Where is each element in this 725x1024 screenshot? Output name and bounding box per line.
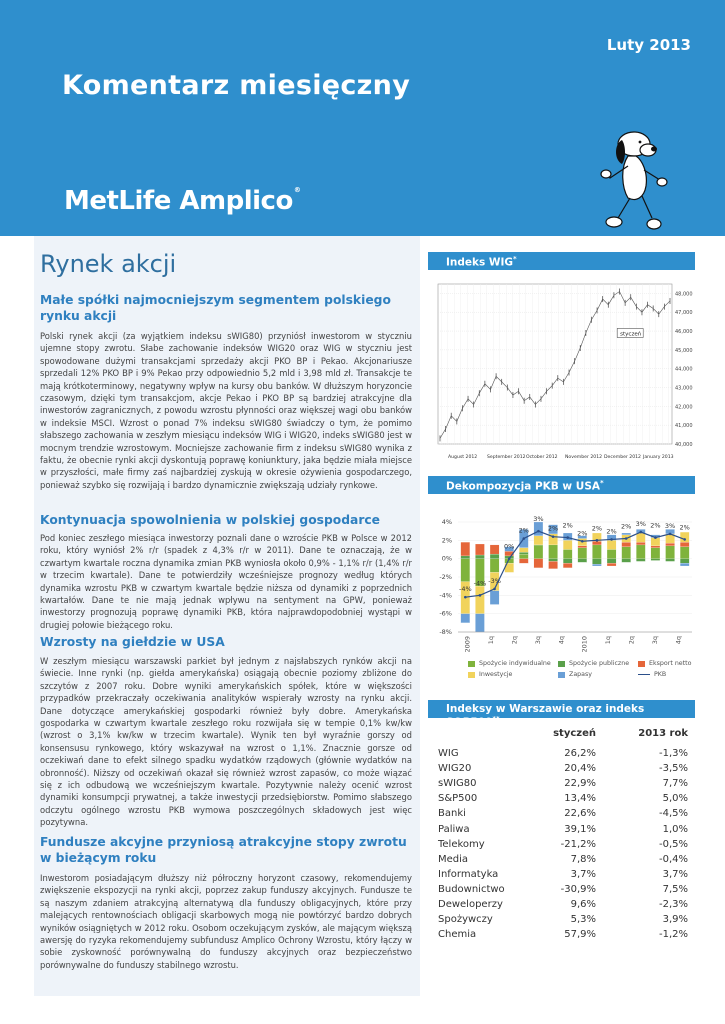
wig-ytick-label: 41,000 (675, 423, 693, 430)
table-col-ytd: 2013 rok (638, 728, 688, 739)
dek-pkb-point (669, 533, 672, 536)
dek-bar-segment (461, 614, 470, 623)
dek-data-label: 2% (621, 522, 632, 531)
table-cell-name: sWIG80 (438, 778, 477, 790)
dek-pkb-point (610, 538, 613, 541)
dek-pkb-point (493, 588, 496, 591)
dek-data-label: -4% (473, 579, 487, 588)
header-banner (0, 0, 725, 236)
dek-xtick-label: 1q (487, 636, 496, 645)
page-title: Komentarz miesięczny (62, 70, 411, 101)
wig-ytick-label: 42,000 (675, 404, 693, 411)
dek-bar-segment (549, 559, 558, 562)
dek-legend-label: Spożycie indywidualne (479, 660, 551, 667)
dek-data-label: 2% (591, 524, 603, 533)
dek-xtick-label: 2q (510, 636, 519, 645)
right-column (428, 236, 695, 996)
dek-xtick-label: 2010 (580, 636, 589, 653)
table-row (438, 914, 688, 929)
table-cell-name: WIG (438, 748, 459, 759)
table-cell-jan: -30,9% (560, 883, 596, 895)
wig-annotation: styczeń (620, 331, 642, 338)
company-logo (64, 186, 300, 216)
dek-legend-item (468, 660, 551, 667)
dek-bar-segment (578, 546, 587, 548)
table-cell-name: Banki (438, 808, 466, 820)
article-heading-3: Wzrosty na giełdzie w USA (40, 635, 225, 649)
dek-bar-segment (592, 564, 601, 566)
dek-pkb-point (640, 531, 643, 534)
table-cell-name: Chemia (438, 929, 477, 941)
dek-bar-segment (475, 586, 484, 614)
dek-bar-segment (651, 546, 660, 548)
dek-data-label: 2% (547, 524, 559, 533)
dek-bar-segment (636, 542, 645, 545)
dek-bar-segment (534, 545, 543, 559)
table-cell-ytd: -1,3% (658, 748, 688, 759)
dek-bar-segment (490, 591, 499, 605)
dek-legend-label: Spożycie publiczne (569, 660, 630, 667)
dek-legend-swatch (638, 674, 650, 675)
dek-panel-header (428, 476, 695, 494)
dek-pkb-point (566, 536, 569, 539)
dek-xtick-label: 1q (604, 636, 613, 645)
snoopy-illustration (588, 128, 668, 236)
dek-bar-segment (549, 561, 558, 568)
table-cell-ytd: 7,7% (662, 778, 688, 790)
dek-data-label: 3% (664, 521, 676, 530)
table-row (438, 778, 688, 793)
dek-data-label: 2% (562, 521, 573, 530)
dek-pkb-point (596, 539, 599, 542)
article-heading-1: Małe spółki najmocniejszym segmentem polskiego rynku akcji (40, 293, 391, 323)
table-cell-ytd: 5,0% (662, 793, 688, 805)
dek-legend-item (558, 671, 592, 678)
table-cell-name: Informatyka (438, 868, 499, 880)
dek-xtick-label: 4q (674, 636, 683, 645)
dek-bar-segment (490, 545, 499, 554)
table-row (438, 929, 688, 944)
dek-bar-segment (622, 547, 631, 559)
table-cell-ytd: -0,4% (658, 853, 688, 865)
dek-data-label: 3% (635, 520, 646, 529)
dek-bar-segment (549, 545, 558, 559)
table-panel-header (428, 700, 695, 729)
dek-bar-segment (563, 540, 572, 549)
dek-legend-label: Eksport netto (649, 660, 692, 667)
dek-bar-segment (519, 559, 528, 564)
dek-bar-segment (680, 547, 689, 559)
dek-bar-segment (592, 541, 601, 545)
table-cell-name: WIG20 (438, 763, 472, 775)
table-cell-jan: 5,3% (570, 914, 596, 926)
dek-ytick-label: 0% (441, 554, 452, 563)
dek-legend-swatch (558, 672, 565, 678)
dek-bar-segment (563, 563, 572, 568)
dek-bar-segment (534, 536, 543, 545)
dek-panel-mark: * (600, 479, 604, 487)
table-row (438, 748, 688, 763)
wig-ytick-label: 47,000 (675, 310, 693, 317)
dek-bar-segment (680, 542, 689, 547)
table-cell-jan: 9,6% (570, 899, 596, 910)
table-row (438, 808, 688, 823)
dek-pkb-point (552, 535, 555, 538)
article-heading-2: Kontynuacja spowolnienia w polskiej gospodarce (40, 513, 381, 527)
dek-bar-segment (578, 548, 587, 559)
dek-legend-swatch (468, 672, 475, 678)
issue-date: Luty 2013 (606, 36, 691, 54)
table-cell-jan: 7,8% (570, 853, 596, 865)
section-title: Rynek akcji (40, 250, 177, 278)
wig-month-label: September 2012 (487, 455, 526, 460)
table-row (438, 763, 688, 778)
table-cell-ytd: 7,5% (662, 883, 688, 895)
dek-bar-segment (680, 563, 689, 566)
dek-pkb-point (683, 538, 686, 541)
dek-xtick-label: 3q (533, 636, 542, 645)
dek-bar-segment (461, 559, 470, 582)
table-col-jan: styczeń (553, 728, 596, 739)
table-cell-jan: 22,9% (564, 778, 596, 790)
article-heading-4: Fundusze akcyjne przyniosą atrakcyjne stopy zwrotu w bieżącym roku (40, 835, 407, 865)
dek-bar-segment (622, 542, 631, 547)
dek-bar-segment (475, 555, 484, 559)
table-panel-title: Indeksy w Warszawie oraz indeks S&P500 (446, 703, 645, 729)
table-cell-ytd: 3,7% (662, 868, 688, 880)
dek-legend-swatch (638, 661, 645, 667)
dek-bar-segment (534, 559, 543, 568)
dek-bar-segment (666, 559, 675, 562)
dek-ytick-label: -6% (439, 609, 452, 618)
dek-legend-item (638, 660, 691, 667)
dek-pkb-point (508, 557, 511, 560)
dek-panel-title: Dekompozycja PKB w USA (446, 480, 601, 493)
dek-data-label: -3% (488, 576, 501, 585)
dek-pkb-point (654, 536, 657, 539)
dek-legend-swatch (558, 661, 565, 667)
dek-bar-segment (519, 554, 528, 559)
dek-pkb-point (523, 537, 526, 540)
dek-data-label: 2% (606, 527, 617, 536)
wig-ytick-label: 40,000 (675, 442, 693, 448)
wig-month-label: October 2012 (526, 455, 558, 460)
dek-bar-segment (607, 540, 616, 549)
dek-pkb-point (464, 596, 467, 599)
dek-legend-swatch (468, 661, 475, 667)
dek-bar-segment (592, 559, 601, 565)
table-row (438, 869, 688, 884)
dek-ytick-label: -4% (439, 591, 452, 600)
dek-bar-segment (490, 559, 499, 573)
table-panel-mark: ** (492, 715, 500, 723)
dek-bar-segment (636, 533, 645, 542)
wig-ytick-label: 45,000 (675, 347, 693, 354)
table-cell-jan: -21,2% (560, 838, 596, 850)
wig-panel-mark: * (513, 255, 517, 263)
dek-pkb-point (581, 540, 584, 543)
table-cell-jan: 26,2% (564, 748, 596, 759)
article-body-4: Inwestorom posiadającym dłuższy niż półroczny horyzont czasowy, rekomendujemy zwiększenie ekspozycji na rynki akcji, poprzez zakup funduszy akcyjnych. Fundusze te są naszym zdaniem atrakcyjną alternatywą dla funduszy obligacyjnych, które przy malejących rentownościach obligacji skarbowych mogą nie powtórzyć bardzo dobrych wyników osiągniętych w 2012 roku. Osobom oczekującym zysków, ale mającym większą awersję do ryzyka rekomendujemy subfundusz Amplico Ochrony Wzrostu, który łączy w sobie zyskowność porównywalną do funduszy akcyjnych oraz bezpieczeństwo porównywalne do funduszy stabilnego wzrostu. (40, 873, 412, 970)
dek-bar-segment (578, 559, 587, 563)
table-row (438, 899, 688, 914)
wig-plot-area (438, 284, 672, 444)
table-cell-jan: 57,9% (564, 929, 596, 941)
dek-legend-item (558, 660, 629, 667)
table-row (438, 793, 688, 808)
dek-data-label: 2% (679, 523, 690, 532)
dek-bar-segment (666, 546, 675, 559)
dek-bar-segment (519, 552, 528, 554)
table-cell-jan: 39,1% (564, 823, 596, 835)
table-row (438, 854, 688, 869)
table-cell-jan: 3,7% (570, 868, 596, 880)
table-cell-name: S&P500 (438, 793, 478, 805)
article-body-1: Polski rynek akcji (za wyjątkiem indeksu sWIG80) przyniósł inwestorom w styczniu ujemne stopy zwrotu. Słabe zachowanie indeksów WIG20 oraz WIG w styczniu jest spowodowane dużymi transakcjami sprzedaży akcji PKO BP i Pekao. Akcjonariusze sprzedali 12% PKO BP i 9% Pekao przy odpowiednio 5,2 mld i 3,98 mld zł. Transakcje te mają krótkoterminowy, negatywny wpływ na kursy obu banków. W dłuższym horyzoncie czasowym, dzięki tym transakcjom, akcje Pekao i PKO BP są bardziej atrakcyjne dla inwestorów zagranicznych, z powodu wzrostu płynności oraz większej wagi obu banków w indeksie MSCI. Wzrost o ponad 7% indeksu sWIG80 świadczy o tym, że pomimo słabszego zachowania w zeszłym miesiącu indeksów WIG i WIG20, indeks sWIG80 jest w mocnym trendzie wzrostowym. Mocniejsze zachowanie firm z indeksu sWIG80 wynika z faktu, że obecnie rynki akcji dyskontują poprawę koniunktury, jaka będzie miała miejsce w przyszłości, małe firmy zaś najbardziej zyskują w okresie ożywienia gospodarczego, ponieważ szybko się rozwijają i bardzo dynamicznie zwiększają udziały rynkowe. (40, 331, 412, 490)
dek-bar-segment (534, 522, 543, 536)
logo-mark: ® (293, 186, 301, 194)
dek-legend-item (468, 671, 512, 678)
dek-bar-segment (607, 563, 616, 566)
wig-panel-title: Indeks WIG (446, 256, 514, 269)
dek-bar-segment (475, 544, 484, 555)
dek-data-label: 2% (518, 526, 529, 535)
table-cell-ytd: -3,5% (658, 763, 688, 775)
table-cell-ytd: -4,5% (658, 808, 688, 820)
dek-legend-item (638, 671, 666, 678)
dek-ytick-label: 2% (441, 536, 452, 545)
dek-data-label: 2% (577, 529, 588, 538)
dek-bar-segment (607, 550, 616, 559)
dek-xtick-label: 2009 (463, 636, 472, 653)
dek-pkb-point (479, 594, 482, 597)
wig-ytick-label: 43,000 (675, 385, 693, 392)
table-row (438, 839, 688, 854)
dek-data-label: 0% (504, 542, 515, 551)
wig-chart (432, 276, 694, 468)
dek-xtick-label: 2q (627, 636, 636, 645)
dek-bar-segment (563, 559, 572, 564)
wig-panel-header (428, 252, 695, 270)
dek-bar-segment (622, 559, 631, 563)
dek-chart (428, 508, 695, 656)
dek-bar-segment (607, 559, 616, 564)
table-cell-name: Deweloperzy (438, 899, 503, 910)
dek-bar-segment (636, 545, 645, 559)
left-column (34, 236, 420, 996)
dek-ytick-label: -8% (439, 628, 452, 636)
dek-data-label: 2% (650, 521, 661, 530)
table-row (438, 884, 688, 899)
wig-ytick-label: 44,000 (675, 366, 693, 373)
table-cell-jan: 20,4% (564, 763, 596, 775)
dek-legend-label: Zapasy (569, 671, 593, 678)
table-cell-ytd: -0,5% (658, 838, 688, 850)
wig-ytick-label: 46,000 (675, 329, 693, 336)
table-cell-name: Spożywczy (438, 914, 493, 926)
dek-xtick-label: 4q (557, 636, 566, 645)
table-cell-ytd: -1,2% (658, 929, 688, 941)
dek-bar-segment (519, 548, 528, 553)
dek-ytick-label: 4% (441, 518, 452, 526)
dek-pkb-point (625, 537, 628, 540)
dek-bar-segment (592, 545, 601, 559)
table-cell-name: Budownictwo (438, 883, 505, 895)
dek-bar-segment (651, 559, 660, 561)
dek-bar-segment (475, 614, 484, 632)
dek-xtick-label: 3q (650, 636, 659, 645)
dek-bar-segment (636, 559, 645, 562)
dek-bar-segment (651, 548, 660, 559)
wig-month-label: January 2013 (643, 455, 674, 460)
table-row (438, 824, 688, 839)
logo-text: MetLife Amplico (64, 186, 293, 216)
dek-bar-segment (563, 550, 572, 559)
dek-ytick-label: -2% (439, 573, 452, 581)
table-cell-ytd: -2,3% (658, 899, 688, 910)
dek-bar-segment (490, 554, 499, 559)
dek-data-label: 3% (533, 515, 544, 524)
table-cell-ytd: 3,9% (662, 914, 688, 926)
dek-bar-segment (622, 533, 631, 535)
dek-data-label: -4% (458, 585, 472, 594)
table-cell-name: Telekomy (438, 838, 485, 850)
table-cell-jan: 22,6% (564, 808, 596, 820)
table-cell-name: Paliwa (438, 823, 470, 835)
dek-bar-segment (666, 543, 675, 546)
wig-month-label: August 2012 (448, 455, 478, 460)
table-cell-ytd: 1,0% (662, 823, 688, 835)
dek-bar-segment (461, 542, 470, 556)
wig-month-label: November 2012 (565, 455, 603, 460)
dek-pkb-point (537, 530, 540, 533)
wig-month-label: December 2012 (604, 455, 641, 460)
dek-legend-label: Inwestycje (479, 671, 513, 678)
table-cell-name: Media (438, 853, 469, 865)
dek-bar-segment (461, 556, 470, 559)
article-body-3: W zeszłym miesiącu warszawski parkiet był jednym z najsłabszych rynków akcji na świecie. Inne rynki (np. giełda amerykańska) osiągają obecnie poziomy zbliżone do szczytów z 2007 roku. Dobre wyniki amerykańskich spółek, które w większości przypadków przekraczały oczekiwania analityków wspierały wzrosty na rynku akcji. Dane dotyczące amerykańskiej gospodarki również były dobre. Amerykańska gospodarka w czwartym kwartale zeszłego roku rozwijała się w tempie 0,1% kw/kw (wzrost o 3,1% kw/kw w trzecim kwartale). Wynik ten był wyraźnie gorszy od konsensusu rynkowego, który wskazywał na wzrost o 1,1%. Znacznie gorsze od oczekiwań dane to efekt silnego spadku wydatków rządowych (głównie wydatków na obronność). Niższy od oczekiwań okazał się również wzrost zapasów, co może wiązać się z ich odbudową we wcześniejszym kwartale. Pozytywnie należy ocenić wzrost dynamiki konsumpcji prywatnej, a także inwestycji przedsiębiorstw. Pomimo słabszego odczytu ogólnego wzrostu PKB wymowa poszczególnych składowych jest więc pozytywna. (40, 656, 412, 828)
dek-bar-segment (680, 559, 689, 564)
dek-legend-label: PKB (654, 671, 667, 678)
wig-ytick-label: 48,000 (675, 291, 693, 298)
article-body-2: Pod koniec zeszłego miesiąca inwestorzy poznali dane o wzroście PKB w Polsce w 2012 roku, który wyniósł 2% r/r (spadek z 4,3% r/r w 2011). Dane te oznaczają, że w czwartym kwartale roczna dynamika zmian PKB wyniosła około 0,9% - 1,1% r/r (1,4% r/r w trzecim kwartale). Dane te potwierdziły wcześniejsze prognozy według których dynamika wzrostu PKB w czwartym kwartale będzie niższa od dynamiki z poprzednich kwartałów. Dane te nie mają jednak wpływu na sentyment na GPW, ponieważ inwestorzy prognozują poprawę dynamiki PKB, która najprawdopodobniej wystąpi w drugiej połowie bieżącego roku. (40, 533, 412, 630)
table-cell-jan: 13,4% (564, 793, 596, 805)
